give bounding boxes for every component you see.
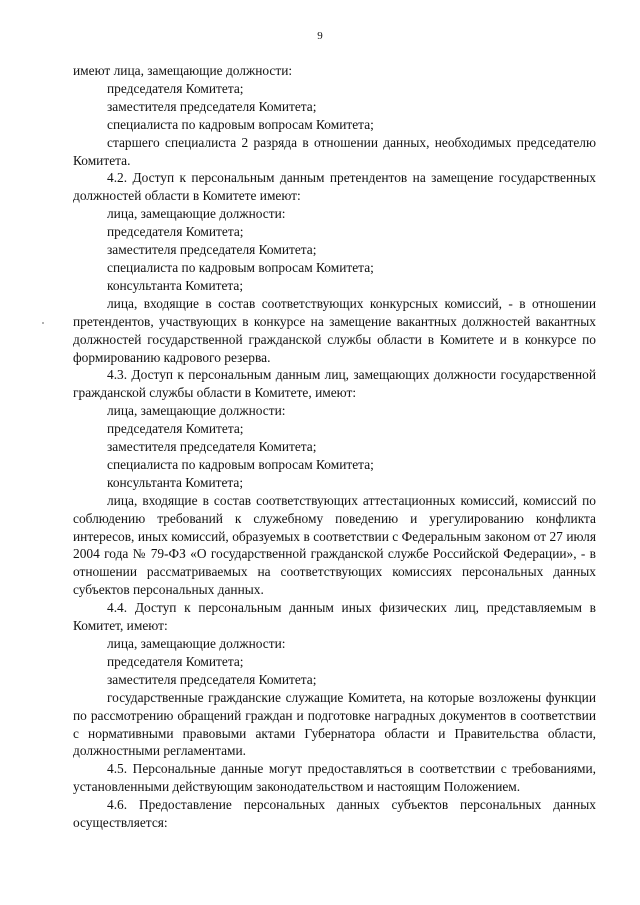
list-item: заместителя председателя Комитета; — [107, 671, 317, 687]
list-item: специалиста по кадровым вопросам Комитета; — [107, 116, 374, 132]
list-item: заместителя председателя Комитета; — [107, 439, 317, 455]
section-4-6: 4.6. Предоставление персональных данных субъектов персональных данных осуществляется: — [73, 797, 596, 831]
list-item: председателя Комитета; — [107, 224, 244, 240]
section-4-4: 4.4. Доступ к персональным данным иных физических лиц, представляемым в Комитет, имеют: — [73, 600, 596, 634]
list-item: консультанта Комитета; — [107, 277, 244, 293]
section-4-3: 4.3. Доступ к персональным данным лиц, замещающих должности государственной гражданской службы области в Комитете, имеют: — [73, 367, 596, 401]
list-item: специалиста по кадровым вопросам Комитета; — [107, 259, 374, 275]
paragraph: лица, входящие в состав соответствующих аттестационных комиссий, комиссий по соблюдению требований к служебному поведению и урегулированию конфликта интересов, иных комиссий, образуемых в соответствии с Федеральным законом от 27 июля 2004 года № 79-ФЗ «О государственной гражданской службе Российской Федерации», - в отношении рассматриваемых на соответствующих комиссиях персональных данных субъектов персональных данных. — [73, 492, 596, 598]
section-4-5: 4.5. Персональные данные могут предоставляться в соответствии с требованиями, установленными действующим законодательством и настоящим Положением. — [73, 761, 596, 795]
margin-mark — [42, 322, 44, 324]
list-item: специалиста по кадровым вопросам Комитета; — [107, 456, 374, 472]
section-4-2: 4.2. Доступ к персональным данным претендентов на замещение государственных должностей области в Комитете имеют: — [73, 170, 596, 204]
list-item: лица, замещающие должности: — [107, 206, 286, 222]
list-item: консультанта Комитета; — [107, 474, 244, 490]
list-item: председателя Комитета; — [107, 653, 244, 669]
paragraph: старшего специалиста 2 разряда в отношении данных, необходимых председателю Комитета. — [73, 134, 596, 168]
list-item: председателя Комитета; — [107, 421, 244, 437]
document-body — [73, 62, 596, 832]
list-item: лица, замещающие должности: — [107, 403, 286, 419]
list-item: заместителя председателя Комитета; — [107, 242, 317, 258]
paragraph: имеют лица, замещающие должности: — [73, 63, 293, 78]
list-item: лица, замещающие должности: — [107, 636, 286, 651]
list-item: заместителя председателя Комитета; — [107, 98, 317, 114]
list-item: председателя Комитета; — [107, 80, 244, 96]
paragraph: лица, входящие в состав соответствующих конкурсных комиссий, - в отношении претендентов, участвующих в конкурсе на замещение вакантных должностей вакантных должностей государственной гражданской службы области в Комитете и в конкурсе по формированию кадрового резерва. — [73, 295, 596, 365]
page-number: 9 — [317, 30, 323, 42]
paragraph: государственные гражданские служащие Комитета, на которые возложены функции по рассмотрению обращений граждан и подготовке наградных документов в соответствии с нормативными правовыми актами Губернатора области и Правительства области, должностными регламентами. — [73, 689, 596, 759]
